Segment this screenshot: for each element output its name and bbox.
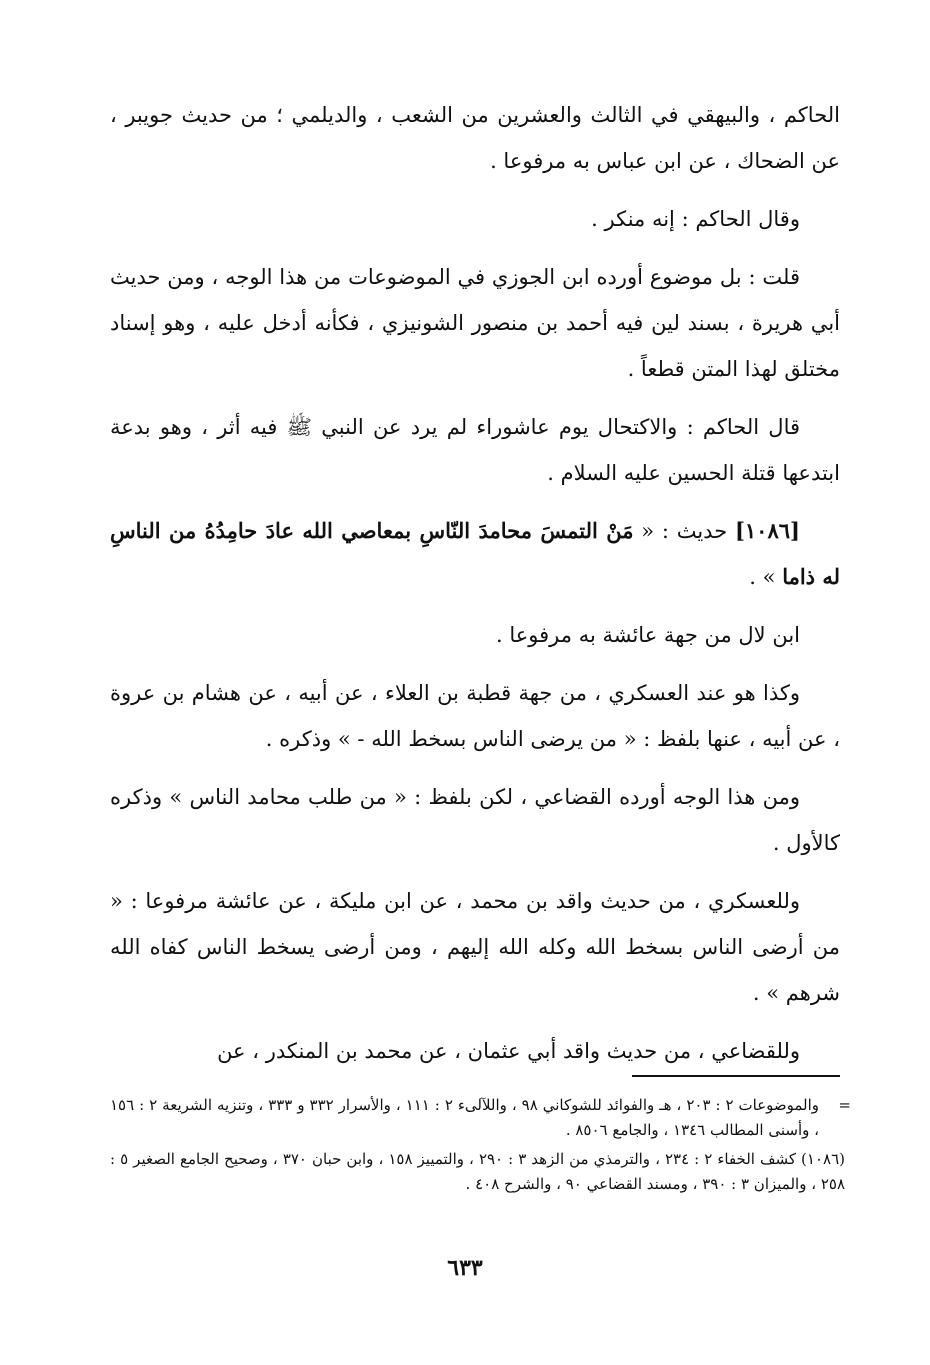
hadith-close-quote: » . <box>749 565 776 589</box>
paragraph-5: ابن لال من جهة عائشة به مرفوعا . <box>496 623 800 647</box>
paragraph-7: ومن هذا الوجه أورده القضاعي ، لكن بلفظ : « من طلب محامد الناس » وذكره كالأول . <box>110 785 840 855</box>
hadith-text: مَنْ التمسَ محامدَ النّاسِ بمعاصي الله عادَ حامِدُهُ من الناسِ له ذاما <box>110 518 840 589</box>
paragraph-2: وقال الحاكم : إنه منكر . <box>591 207 800 231</box>
paragraph-4: قال الحاكم : والاكتحال يوم عاشوراء لم يرد عن النبي ﷺ فيه أثر ، وهو بدعة ابتدعها قتلة الحسين عليه السلام . <box>110 415 840 485</box>
main-text <box>110 92 840 1086</box>
paragraph-3: قلت : بل موضوع أورده ابن الجوزي في الموضوعات من هذا الوجه ، ومن حديث أبي هريرة ، بسند لين فيه أحمد بن منصور الشونيزي ، فكأنه أدخل عليه ، وهو إسناد مختلق لهذا المتن قطعاً . <box>110 265 840 381</box>
hadith-label: حديث : <box>661 519 728 543</box>
hadith-number: [١٠٨٦] <box>734 518 800 543</box>
footnote-continuation-marker: = <box>838 1096 851 1114</box>
footnote-text: والموضوعات ٢ : ٢٠٣ ، هـ والفوائد للشوكاني ٩٨ ، واللآلىء ٢ : ١١١ ، والأسرار ٣٣٢ و ٣٣٣ ، وتنزيه الشريعة ٢ : ١٥٦ ، وأسنى المطالب ١٣٤٦ ، والجامع ٨٥٠٦ . <box>110 1096 820 1139</box>
paragraph-8: وللعسكري ، من حديث واقد بن محمد ، عن ابن مليكة ، عن عائشة مرفوعا : « من أرضى الناس بسخط الله وكله الله إليهم ، ومن أرضى يسخط الناس كفاه الله شرهم » . <box>110 889 840 1005</box>
footnote-continued <box>110 1093 851 1143</box>
hadith-entry <box>110 508 840 600</box>
footnote-divider <box>632 1075 840 1077</box>
page-number: ٦٣٣ <box>447 1255 483 1281</box>
hadith-open-quote: « <box>641 519 655 543</box>
footnote-text: (١٠٨٦) كشف الخفاء ٢ : ٢٣٤ ، والترمذي من الزهد ٣ : ٢٩٠ ، والتمييز ١٥٨ ، وابن حبان ٣٧٠ ، وصحيح الجامع الصغير ٥ : ٢٥٨ ، والميزان ٣ : ٣٩٠ ، ومسند القضاعي ٩٠ ، والشرح ٤٠٨ . <box>110 1150 846 1193</box>
paragraph-9: وللقضاعي ، من حديث واقد أبي عثمان ، عن محمد بن المنكدر ، عن <box>217 1039 800 1063</box>
paragraph-1: الحاكم ، والبيهقي في الثالث والعشرين من الشعب ، والديلمي ؛ من حديث جويبر ، عن الضحاك ، عن ابن عباس به مرفوعا . <box>110 103 840 173</box>
paragraph-6: وكذا هو عند العسكري ، من جهة قطبة بن العلاء ، عن أبيه ، عن هشام بن عروة ، عن أبيه ، عنها بلفظ : « من يرضى الناس بسخط الله - » وذكره . <box>110 681 840 751</box>
footnotes <box>110 1093 851 1201</box>
footnote-1086 <box>110 1147 845 1197</box>
